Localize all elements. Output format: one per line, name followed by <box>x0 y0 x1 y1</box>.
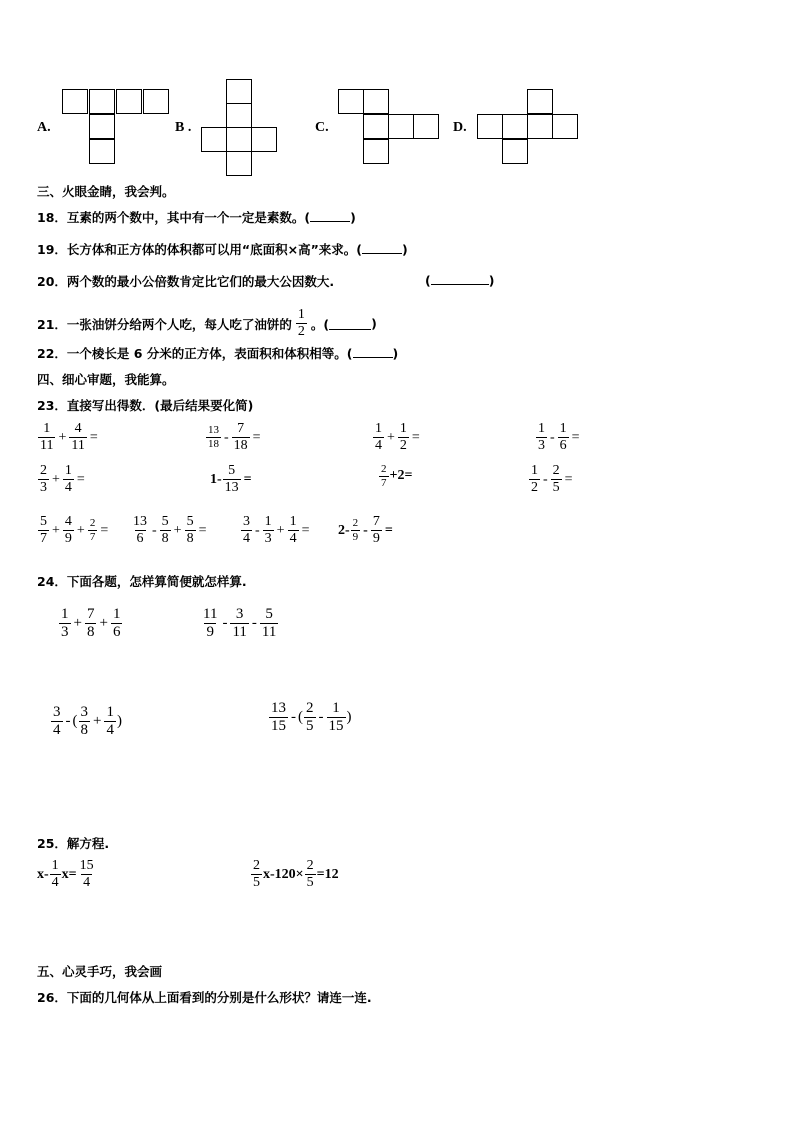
answer-blank-21[interactable] <box>329 317 371 330</box>
q23-expr-9: $\frac{5}{7}$ + $\frac{4}{9}$ + $\frac{2}{7}$ = <box>40 514 109 547</box>
answer-blank-20[interactable] <box>431 272 489 285</box>
question-18: 18．互素的两个数中，其中有一个一定是素数。( ) <box>37 210 356 225</box>
question-24: 24．下面各题，怎样算简便就怎样算. <box>37 574 247 589</box>
question-20: 20．两个数的最小公倍数肯定比它们的最大公因数大. <box>37 274 335 289</box>
option-c-label: C. <box>315 120 329 135</box>
q23-expr-4: $\frac{1}{3}$ - $\frac{1}{6}$ = <box>538 421 580 454</box>
q23-expr-11: $\frac{3}{4}$ - $\frac{1}{3}$ + $\frac{1}{4}$ = <box>243 514 310 547</box>
question-25: 25．解方程. <box>37 836 110 851</box>
option-c-net <box>338 89 442 167</box>
answer-blank-18[interactable] <box>310 209 350 222</box>
fraction-one-half: $\frac{1}{2}$ <box>297 307 305 340</box>
section4-heading: 四、细心审题，我能算。 <box>37 372 175 387</box>
q24-expr-2: $\frac{11}{9}$ - $\frac{3}{11}$ - $\frac{5}{11}$ <box>203 606 277 641</box>
question-23: 23．直接写出得数．(最后结果要化简) <box>37 398 254 413</box>
answer-blank-19[interactable] <box>362 241 402 254</box>
option-a-net <box>62 89 172 165</box>
q25-equation-2: $\frac{2}{5}$ x-120× $\frac{2}{5}$ =12 <box>253 858 339 891</box>
q23-expr-1: $\frac{1}{11}$ + $\frac{4}{11}$ = <box>40 421 98 454</box>
q23-expr-3: $\frac{1}{4}$ + $\frac{1}{2}$ = <box>375 421 420 454</box>
q23-expr-8: $\frac{1}{2}$ - $\frac{2}{5}$ = <box>531 463 573 496</box>
section3-heading: 三、火眼金睛，我会判。 <box>37 184 175 199</box>
section5-heading: 五、心灵手巧，我会画 <box>37 964 163 979</box>
option-b-label: B . <box>175 120 192 135</box>
question-21: 21．一张油饼分给两个人吃，每人吃了油饼的 $\frac{1}{2}$ 。( ) <box>37 307 377 340</box>
question-20-answer: ( ) <box>425 273 495 288</box>
option-d-label: D. <box>453 120 467 135</box>
option-d-net <box>477 89 581 167</box>
answer-blank-22[interactable] <box>353 345 393 358</box>
question-26: 26．下面的几何体从上面看到的分别是什么形状？请连一连. <box>37 990 372 1005</box>
q24-expr-1: $\frac{1}{3}$ + $\frac{7}{8}$ + $\frac{1}{6}$ <box>61 606 121 641</box>
q23-expr-7: $\frac{2}{7}$ +2= <box>381 463 413 489</box>
question-22: 22．一个棱长是 6 分米的正方体，表面积和体积相等。( ) <box>37 346 399 361</box>
option-b-net <box>201 79 281 179</box>
q25-equation-1: x- $\frac{1}{4}$ x= $\frac{15}{4}$ <box>37 858 94 891</box>
q23-expr-10: $\frac{13}{6}$ - $\frac{5}{8}$ + $\frac{5}{8}$ = <box>133 514 207 547</box>
q23-expr-5: $\frac{2}{3}$ + $\frac{1}{4}$ = <box>40 463 85 496</box>
q23-expr-2: $\frac{13}{18}$ - $\frac{7}{18}$ = <box>208 421 261 454</box>
q23-expr-6: 1- $\frac{5}{13}$ = <box>210 463 252 496</box>
question-19: 19．长方体和正方体的体积都可以用“底面积×高”来求。( ) <box>37 242 408 257</box>
option-a-label: A. <box>37 120 51 135</box>
q23-expr-12: 2- $\frac{2}{9}$ - $\frac{7}{9}$ = <box>338 514 393 547</box>
q24-expr-4: $\frac{13}{15}$ - ( $\frac{2}{5}$ - $\frac{1}{15}$ ) <box>271 700 352 735</box>
q24-expr-3: $\frac{3}{4}$ - ( $\frac{3}{8}$ + $\frac{1}{4}$ ) <box>53 704 122 739</box>
